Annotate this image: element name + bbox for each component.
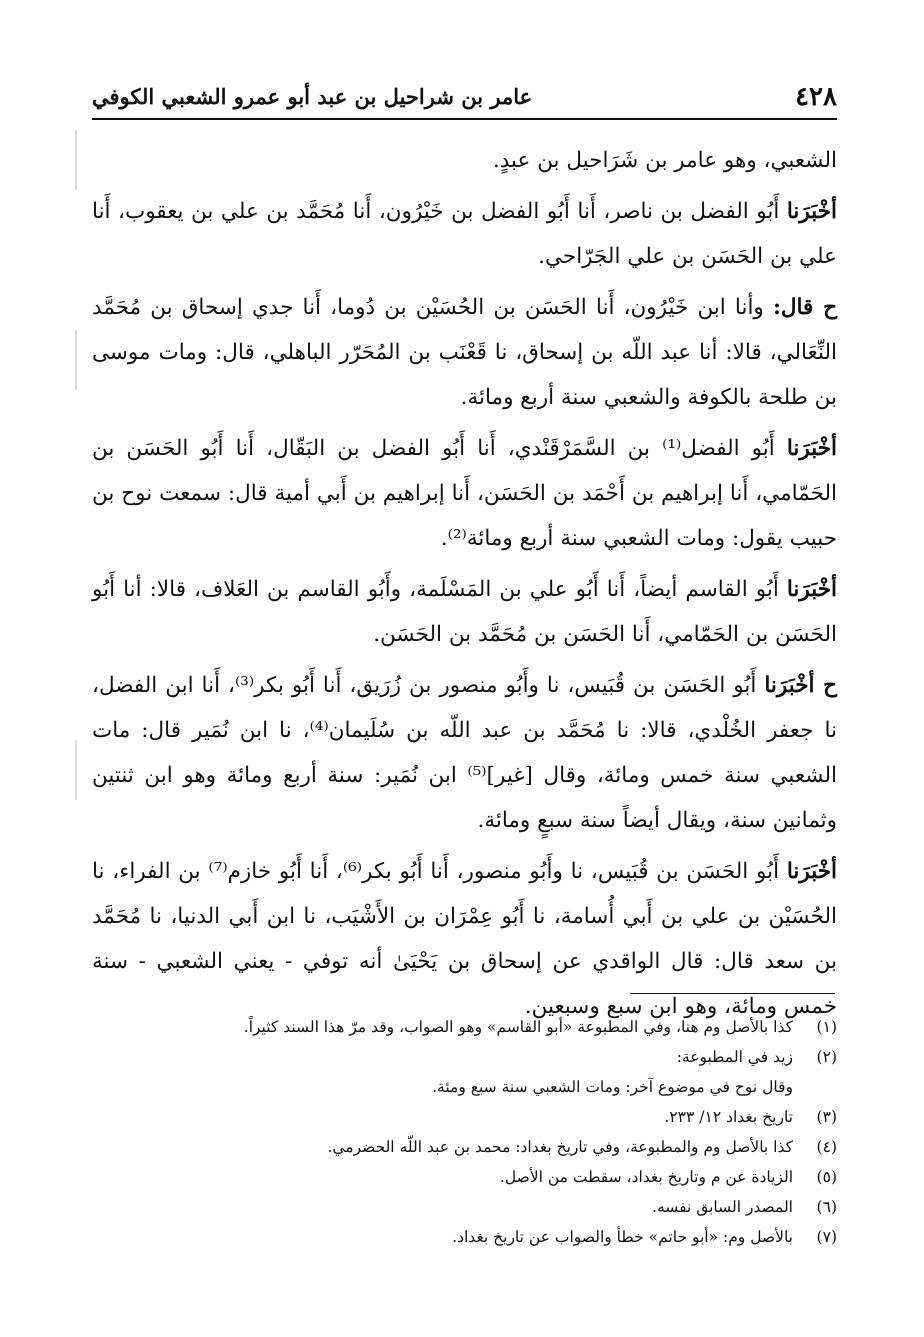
paragraph-lead: أخْبَرَنا	[786, 577, 837, 602]
paragraph-text: أَبُو الفضل⁽¹⁾ بن السَّمَرْقَنْدي، أَنا أَبُو الفضل بن البَقّال، أَنا أَبُو الحَسَن بن الحَمّامي، أَنا إبراهيم بن أَحْمَد بن الحَسَن، أَنا إبراهيم بن أَبي أمية قال: سمعت نوح بن حبيب يقول: ومات الشعبي سنة أربع ومائة⁽²⁾.	[92, 436, 837, 551]
paragraph	[92, 426, 837, 561]
footnote	[92, 1012, 837, 1042]
margin-mark	[75, 330, 77, 390]
paragraph-lead: أخْبَرَنا	[786, 199, 838, 224]
footnote-text: المصدر السابق نفسه.	[652, 1198, 793, 1216]
paragraph	[92, 189, 837, 279]
paragraph	[92, 138, 837, 183]
footnote-number: (٣)	[816, 1108, 837, 1126]
page-header	[92, 78, 837, 118]
paragraph-lead: ح قال:	[772, 295, 837, 320]
paragraph-text: وأنا ابن خَيْرُون، أَنا الحَسَن بن الحُسَيْن بن دُوما، أَنا جدي إسحاق بن مُحَمَّد النِّعَالي، قالا: أنا عبد اللّه بن إسحاق، نا قَعْنَب بن المُحَرّر الباهلي، قال: ومات موسى بن طلحة بالكوفة والشعبي سنة أربع ومائة.	[92, 295, 837, 410]
footnote	[92, 1042, 837, 1072]
footnote-number: (٧)	[816, 1228, 837, 1246]
footnote	[92, 1132, 837, 1162]
footnote-number: (٤)	[816, 1138, 837, 1156]
footnote	[92, 1222, 837, 1252]
running-title: عامر بن شراحيل بن عبد أبو عمرو الشعبي الكوفي	[92, 84, 533, 109]
footnote-number: (١)	[816, 1018, 837, 1036]
footnote-number: (٢)	[816, 1048, 837, 1066]
footnote-text: زيد في المطبوعة:	[676, 1048, 793, 1066]
footnotes	[92, 1012, 837, 1252]
footnote	[92, 1192, 837, 1222]
footnote-text: كذا بالأصل وم والمطبوعة، وفي تاريخ بغداد: محمد بن عبد اللّه الحضرمي.	[327, 1138, 793, 1156]
footnote	[92, 1102, 837, 1132]
paragraph-text: أَبُو الفضل بن ناصر، أَنا أَبُو الفضل بن خَيْرُون، أَنا مُحَمَّد بن علي بن يعقوب، أَنا علي بن الحَسَن بن علي الجَرّاحي.	[92, 199, 837, 269]
paragraph	[92, 285, 837, 420]
paragraph-text: أَبُو القاسم أيضاً، أَنا أَبُو علي بن المَسْلَمة، وأَبُو القاسم بن العَلاف، قالا: أنا أَبُو الحَسَن بن الحَمّامي، أَنا الحَسَن بن مُحَمَّد بن الحَسَن.	[92, 577, 837, 647]
footnote	[92, 1162, 837, 1192]
footnote-number: (٦)	[816, 1198, 837, 1216]
paragraph	[92, 567, 837, 657]
margin-mark	[75, 740, 77, 800]
margin-mark	[75, 130, 77, 190]
paragraph-text: أَبُو الحَسَن بن قُبَيس، نا وأَبُو منصور، أَنا أَبُو بكر⁽⁶⁾، أَنا أَبُو خازم⁽⁷⁾ بن الفراء، نا الحُسَيْن بن علي بن أَبي أُسامة، نا أَبُو عِمْرَان بن الأَشْيَب، نا ابن أَبي الدنيا، نا مُحَمَّد بن سعد قال: قال الواقدي عن إسحاق بن يَحْيَىٰ أنه توفي - يعني الشعبي - سنة خمس ومائة، وهو ابن سبع وسبعين.	[92, 859, 837, 1019]
footnote-text: بالأصل وم: «أبو حاتم» خطأ والصواب عن تاريخ بغداد.	[452, 1228, 793, 1246]
footnote-number: (٥)	[816, 1168, 837, 1186]
footnote-text: الزيادة عن م وتاريخ بغداد، سقطت من الأصل.	[499, 1168, 793, 1186]
main-text	[92, 138, 837, 1035]
paragraph-text: أَبُو الحَسَن بن قُبَيس، نا وأَبُو منصور بن زُرَيق، أَنا أَبُو بكر⁽³⁾، أَنا ابن الفضل، نا جعفر الخُلْدي، قالا: نا مُحَمَّد بن عبد اللّه بن سُلَيمان⁽⁴⁾، نا ابن نُمَير قال: مات الشعبي سنة خمس ومائة، وقال [غير]⁽⁵⁾ ابن نُمَير: سنة أربع ومائة وهو ابن ثنتين وثمانين سنة، ويقال أيضاً سنة سبعٍ ومائة.	[92, 673, 837, 833]
paragraph-lead: أخْبَرَنا	[786, 436, 837, 461]
paragraph	[92, 849, 837, 1029]
paragraph-lead: ح أخْبَرَنا	[764, 673, 837, 698]
footnote-text: تاريخ بغداد ١٢/ ٢٣٣.	[664, 1108, 793, 1126]
paragraph-lead: أخْبَرَنا	[786, 859, 837, 884]
footnote-separator	[630, 993, 835, 994]
footnote-continuation: وقال نوح في موضوع آخر: ومات الشعبي سنة سبع ومئة.	[432, 1078, 793, 1096]
paragraph-text: الشعبي، وهو عامر بن شَرَاحيل بن عبدٍ.	[492, 148, 837, 173]
paragraph	[92, 663, 837, 843]
page-number: ٤٢٨	[795, 82, 837, 112]
footnote-text: كذا بالأصل وم هنا، وفي المطبوعة «أبو القاسم» وهو الصواب، وقد مرّ هذا السند كثيراً.	[243, 1018, 793, 1036]
header-rule	[92, 118, 837, 120]
